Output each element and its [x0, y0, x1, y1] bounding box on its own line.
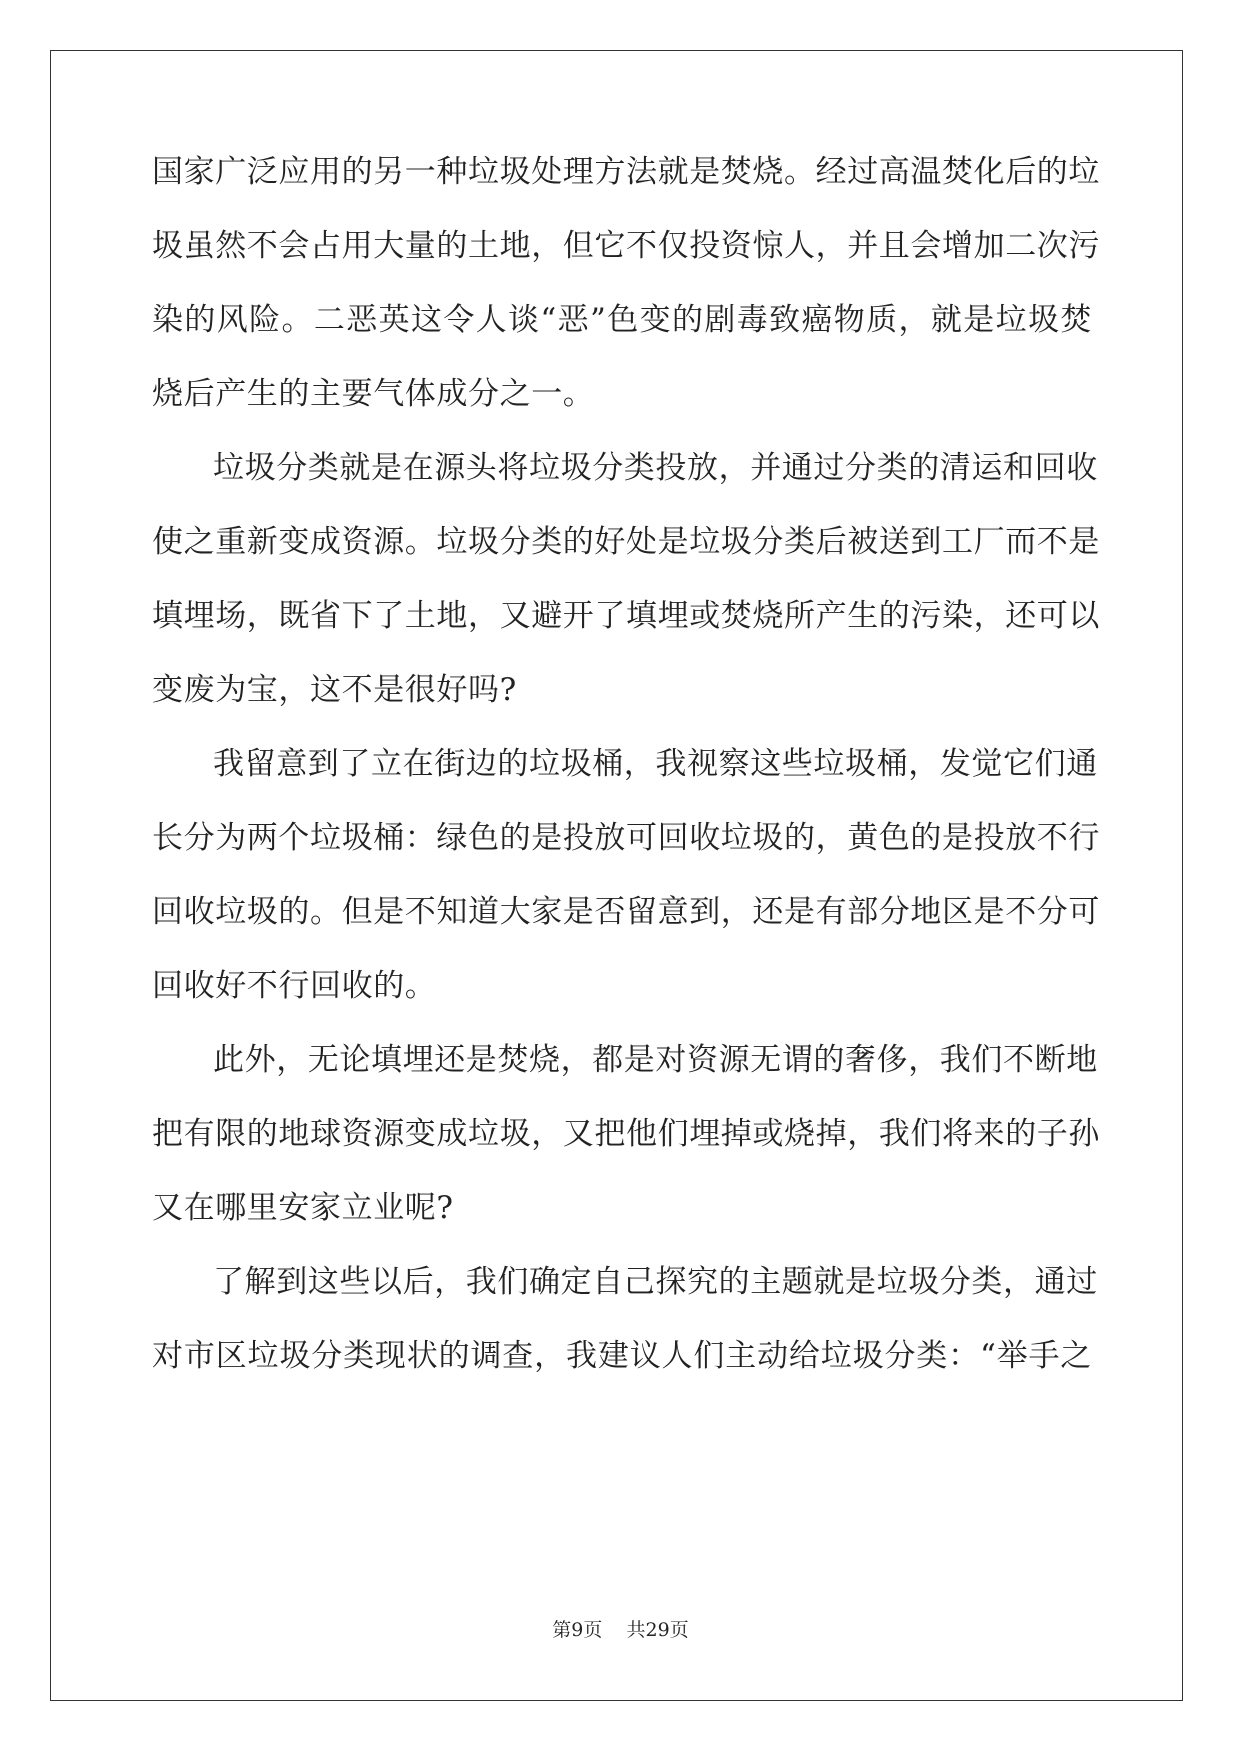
total-pages-prefix: 共	[626, 1619, 646, 1641]
text-line: 圾虽然不会占用大量的土地，但它不仅投资惊人，并且会增加二次污	[152, 228, 1100, 264]
text-line: 回收好不行回收的。	[152, 968, 437, 1004]
text-line: 我留意到了立在街边的垃圾桶，我视察这些垃圾桶，发觉它们通	[213, 746, 1098, 782]
text-line: 填埋场，既省下了土地，又避开了填埋或焚烧所产生的污染，还可以	[152, 598, 1100, 634]
text-line: 了解到这些以后，我们确定自己探究的主题就是垃圾分类，通过	[213, 1264, 1098, 1300]
text-line: 对市区垃圾分类现状的调查，我建议人们主动给垃圾分类：“举手之	[152, 1338, 1092, 1374]
page-footer	[0, 1617, 1241, 1643]
text-line: 回收垃圾的。但是不知道大家是否留意到，还是有部分地区是不分可	[152, 894, 1100, 930]
page-number-prefix: 第	[552, 1619, 572, 1641]
text-line: 变废为宝，这不是很好吗?	[152, 672, 517, 708]
text-line: 烧后产生的主要气体成分之一。	[152, 376, 595, 412]
text-line: 染的风险。二恶英这令人谈“恶”色变的剧毒致癌物质，就是垃圾焚	[152, 302, 1092, 338]
text-line: 长分为两个垃圾桶：绿色的是投放可回收垃圾的，黄色的是投放不行	[152, 820, 1100, 856]
text-line: 国家广泛应用的另一种垃圾处理方法就是焚烧。经过高温焚化后的垃	[152, 154, 1100, 190]
text-line: 使之重新变成资源。垃圾分类的好处是垃圾分类后被送到工厂而不是	[152, 524, 1100, 560]
total-pages-number: 29	[645, 1619, 670, 1641]
text-line: 垃圾分类就是在源头将垃圾分类投放，并通过分类的清运和回收	[213, 450, 1098, 486]
text-line: 又在哪里安家立业呢?	[152, 1190, 454, 1226]
current-page-number: 9	[571, 1619, 584, 1641]
text-line: 此外，无论填埋还是焚烧，都是对资源无谓的奢侈，我们不断地	[213, 1042, 1098, 1078]
page-number-suffix: 页	[583, 1619, 603, 1641]
total-pages-suffix: 页	[669, 1619, 689, 1641]
text-line: 把有限的地球资源变成垃圾，又把他们埋掉或烧掉，我们将来的子孙	[152, 1116, 1100, 1152]
